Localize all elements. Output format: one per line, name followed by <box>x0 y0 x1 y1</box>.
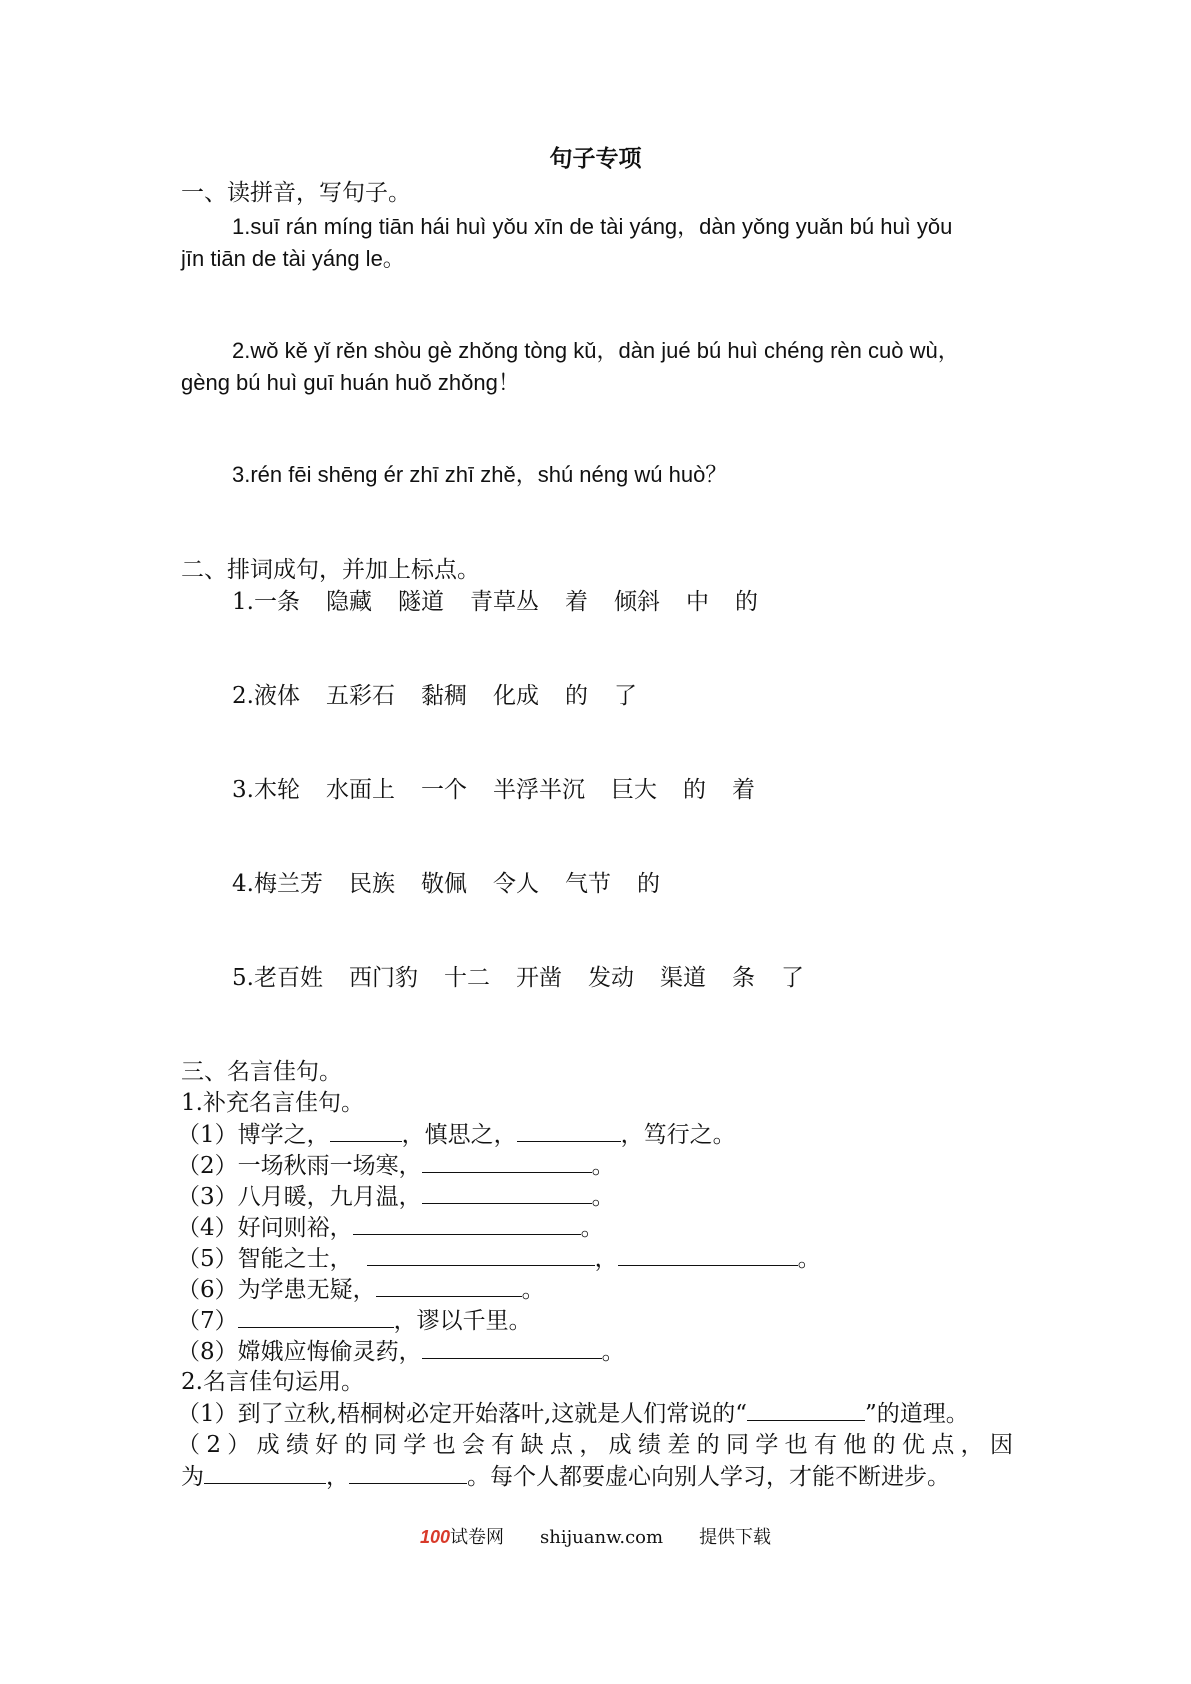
word-order-item <box>232 681 663 711</box>
word-chip: 梅兰芳 <box>253 871 323 897</box>
answer-blank[interactable] <box>422 1150 592 1173</box>
word-chip: 发动 <box>587 965 634 991</box>
word-chip: 令人 <box>492 871 539 897</box>
word-order-item <box>232 963 830 993</box>
word-chip: 开凿 <box>515 965 562 991</box>
word-chip: 隐藏 <box>325 589 372 615</box>
word-chip: 着 <box>564 589 588 615</box>
word-chip: 老百姓 <box>253 965 323 991</box>
apply-item-2-line1: （2）成绩好的同学也会有缺点，成绩差的同学也有他的优点，因 <box>177 1432 1013 1458</box>
section-2-heading: 二、排词成句，并加上标点。 <box>181 557 480 583</box>
fill-item-5: （5）智能之士， ， 。 <box>177 1243 821 1274</box>
answer-blank[interactable] <box>422 1181 592 1204</box>
apply-item-2-line2: 为 ， 。每个人都要虚心向别人学习，才能不断进步。 <box>181 1461 950 1492</box>
word-order-item <box>232 775 781 805</box>
answer-blank[interactable] <box>330 1119 402 1142</box>
word-chip: 隧道 <box>397 589 444 615</box>
footer <box>0 1522 1191 1553</box>
pinyin-q1-line1: 1.suī rán míng tiān hái huì yǒu xīn de tài yáng，dàn yǒng yuǎn bú huì yǒu <box>232 214 953 239</box>
apply-item-1: （1）到了立秋,梧桐树必定开始落叶,这就是人们常说的“ ”的道理。 <box>177 1398 969 1429</box>
word-chip: 水面上 <box>325 777 395 803</box>
fill-item-4: （4）好问则裕， 。 <box>177 1212 604 1243</box>
site-domain[interactable]: shijuanw.com <box>539 1527 664 1548</box>
answer-blank[interactable] <box>204 1461 326 1484</box>
word-chip: 的 <box>734 589 758 615</box>
fill-item-1: （1）博学之， ，慎思之， ，笃行之。 <box>177 1119 736 1150</box>
word-chip: 敬佩 <box>420 871 467 897</box>
fill-item-8: （8）嫦娥应悔偷灵药， 。 <box>177 1336 625 1367</box>
answer-blank[interactable] <box>376 1274 522 1297</box>
pinyin-q3-line1: 3.rén fēi shēng ér zhī zhī zhě，shú néng wú huò？ <box>232 462 728 487</box>
word-chip: 倾斜 <box>613 589 660 615</box>
word-chip: 十二 <box>443 965 490 991</box>
item-number: 5. <box>232 965 254 991</box>
word-chip: 半浮半沉 <box>492 777 585 803</box>
word-chip: 了 <box>613 683 637 709</box>
fill-item-7: （7） ，谬以千里。 <box>177 1305 532 1336</box>
site-logo: 100 <box>419 1527 450 1547</box>
answer-blank[interactable] <box>349 1461 467 1484</box>
word-chip: 民族 <box>348 871 395 897</box>
word-order-item <box>232 869 686 899</box>
page-title: 句子专项 <box>549 145 642 172</box>
word-chip: 液体 <box>253 683 300 709</box>
word-order-item <box>232 587 784 617</box>
fill-item-3: （3）八月暖，九月温， 。 <box>177 1181 615 1212</box>
word-chip: 的 <box>564 683 588 709</box>
answer-blank[interactable] <box>367 1243 595 1266</box>
word-chip: 中 <box>685 589 709 615</box>
fill-item-2: （2）一场秋雨一场寒， 。 <box>177 1150 615 1181</box>
word-chip: 化成 <box>492 683 539 709</box>
word-chip: 的 <box>682 777 706 803</box>
pinyin-q2-line2: gèng bú huì guī huán huǒ zhǒng！ <box>181 370 520 395</box>
word-chip: 了 <box>780 965 804 991</box>
subsection-2-heading: 2.名言佳句运用。 <box>181 1369 364 1395</box>
download-note: 提供下载 <box>699 1527 772 1548</box>
answer-blank[interactable] <box>353 1212 581 1235</box>
item-number: 4. <box>232 871 254 897</box>
item-number: 1. <box>232 589 254 615</box>
word-chip: 一条 <box>253 589 300 615</box>
word-chip: 的 <box>636 871 660 897</box>
answer-blank[interactable] <box>747 1398 865 1421</box>
item-number: 3. <box>232 777 254 803</box>
word-chip: 巨大 <box>610 777 657 803</box>
section-3-heading: 三、名言佳句。 <box>181 1059 342 1085</box>
section-1-heading: 一、读拼音，写句子。 <box>181 180 411 206</box>
subsection-1-heading: 1.补充名言佳句。 <box>181 1090 364 1116</box>
word-chip: 条 <box>731 965 755 991</box>
word-chip: 气节 <box>564 871 611 897</box>
word-chip: 黏稠 <box>420 683 467 709</box>
answer-blank[interactable] <box>238 1305 394 1328</box>
site-name: 试卷网 <box>449 1527 504 1548</box>
pinyin-q1-line2: jīn tiān de tài yáng le。 <box>181 246 405 271</box>
word-chip: 五彩石 <box>325 683 395 709</box>
word-chip: 青草丛 <box>469 589 539 615</box>
word-chip: 渠道 <box>659 965 706 991</box>
answer-blank[interactable] <box>422 1336 602 1359</box>
item-number: 2. <box>232 683 254 709</box>
word-chip: 木轮 <box>253 777 300 803</box>
answer-blank[interactable] <box>517 1119 621 1142</box>
pinyin-q2-line1: 2.wǒ kě yǐ rěn shòu gè zhǒng tòng kǔ，dàn jué bú huì chéng rèn cuò wù， <box>232 338 960 363</box>
fill-item-6: （6）为学患无疑， 。 <box>177 1274 545 1305</box>
word-chip: 着 <box>731 777 755 803</box>
answer-blank[interactable] <box>618 1243 798 1266</box>
word-chip: 西门豹 <box>348 965 418 991</box>
word-chip: 一个 <box>420 777 467 803</box>
